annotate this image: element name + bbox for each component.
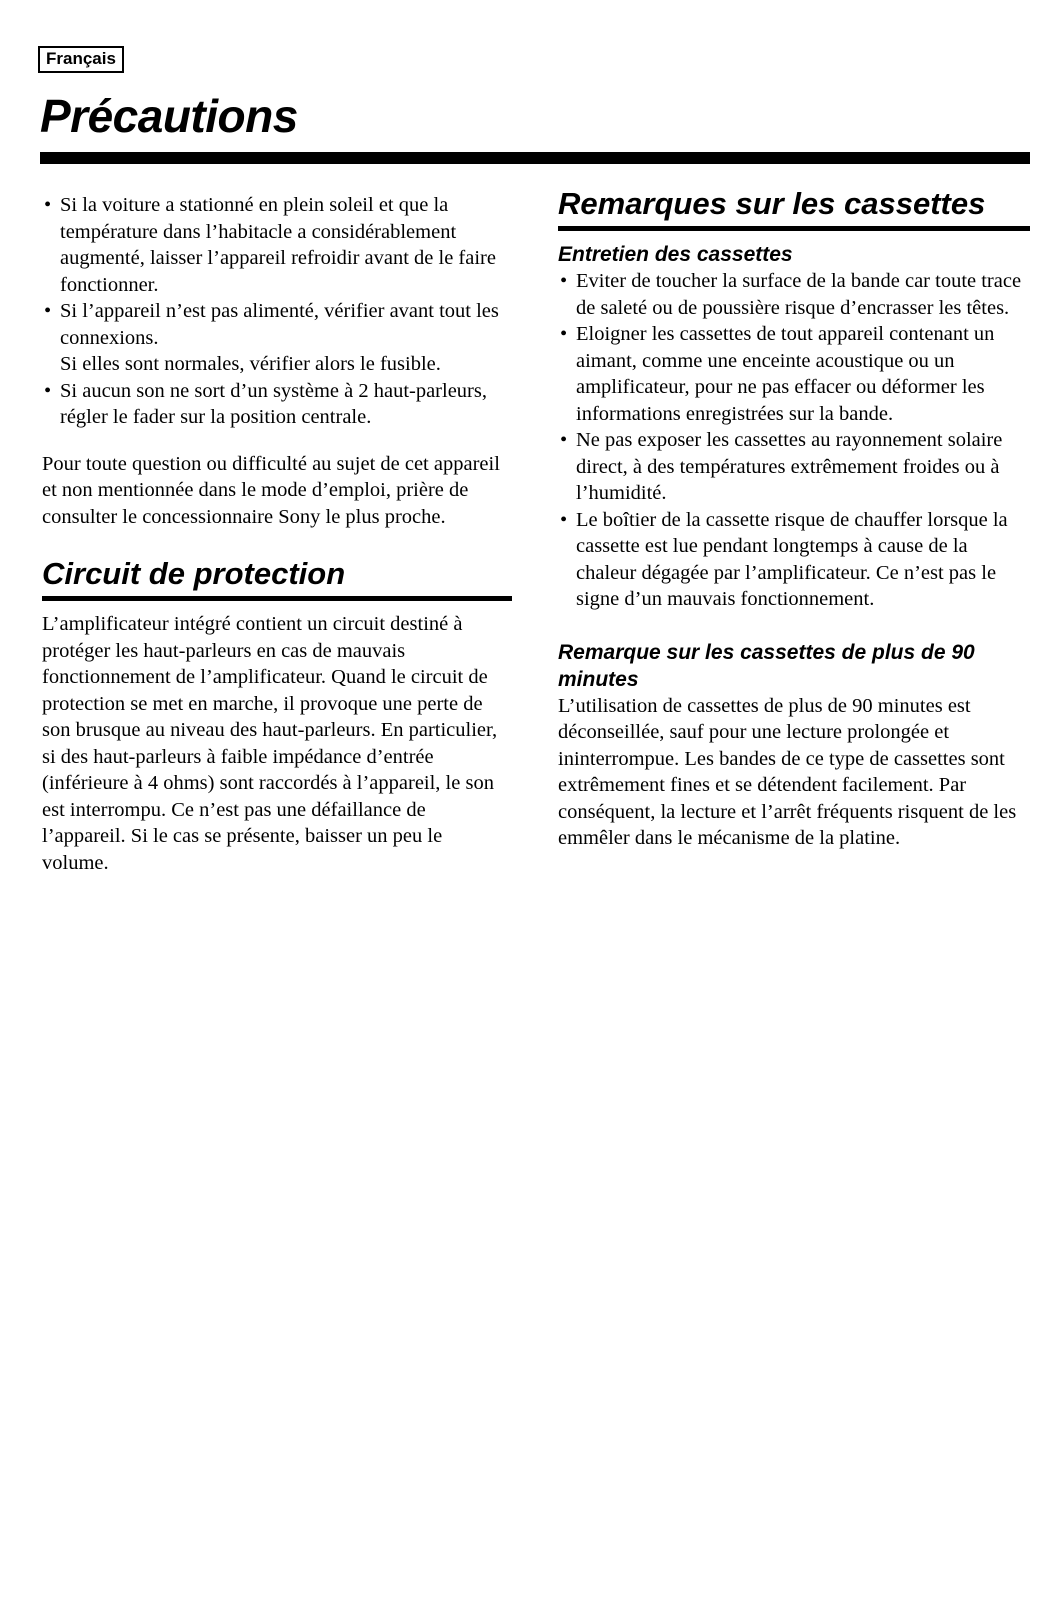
list-item: [558, 507, 1030, 613]
list-item: [558, 321, 1030, 427]
bullet-icon: •: [560, 429, 568, 451]
bullet-icon: •: [560, 508, 568, 531]
list-item: [42, 192, 512, 298]
long-tapes-paragraph: L’utilisation de cassettes de plus de 90 minutes est déconseillée, sauf pour une lecture prolongée et ininterrompue. Les bandes de ce type de cassettes sont extrêmement fines et se détendent facilement. Par conséquent, la lecture et l’arrêt fréquents risquent de les emmêler dans le mécanisme de la platine.: [558, 694, 1017, 849]
list-item: [558, 268, 1030, 321]
bullet-icon: •: [560, 323, 568, 345]
section-rule: [42, 596, 512, 601]
bullet-icon: •: [44, 300, 52, 322]
language-tab: Français: [38, 46, 124, 73]
list-item-continuation: Si elles sont normales, vérifier alors le fusible.: [60, 353, 441, 375]
subsection-title-maintenance: Entretien des cassettes: [558, 243, 793, 266]
section-rule: [558, 226, 1030, 231]
list-item-text: Si l’appareil n’est pas alimenté, vérifier avant tout les connexions.: [60, 300, 499, 349]
subsection-title-long-tapes: Remarque sur les cassettes de plus de 90 minutes: [558, 640, 975, 691]
list-item: [42, 378, 512, 431]
precautions-list-continued: [42, 378, 512, 431]
protection-paragraph: L’amplificateur intégré contient un circuit destiné à protéger les haut-parleurs en cas de mauvais fonctionnement de l’amplificateur. Quand le circuit de protection se met en marche, il provoque une perte de son brusque au niveau des haut-parleurs. En particulier, si des haut-parleurs à faible impédance d’entrée (inférieure à 4 ohms) sont raccordés à l’appareil, le son est interrompu. Ce n’est pas une défaillance de l’appareil. Si le cas se présente, baisser un peu le volume.: [42, 613, 498, 874]
right-column: [558, 186, 1030, 852]
precautions-list: [42, 192, 512, 351]
list-item: [42, 298, 512, 351]
bullet-icon: •: [44, 379, 52, 402]
section-title-cassettes: Remarques sur les cassettes: [558, 186, 986, 221]
maintenance-list: [558, 268, 1030, 613]
list-item-text: Si la voiture a stationné en plein soleil et que la température dans l’habitacle a considérablement augmenté, laisser l’appareil refroidir avant de le faire fonctionner.: [60, 194, 496, 296]
left-column: [42, 192, 512, 876]
bullet-icon: •: [44, 194, 52, 216]
list-item-text: Eloigner les cassettes de tout appareil contenant un aimant, comme une enceinte acoustique ou un amplificateur, pour ne pas effacer ou déformer les informations enregistrées sur la bande.: [576, 323, 995, 425]
list-item-text: Si aucun son ne sort d’un système à 2 haut-parleurs, régler le fader sur la position centrale.: [60, 379, 487, 428]
list-item-text: Le boîtier de la cassette risque de chauffer lorsque la cassette est lue pendant longtemps à cause de la chaleur dégagée par l’amplificateur. Ce n’est pas le signe d’un mauvais fonctionnement.: [576, 508, 1008, 610]
section-title-protection: Circuit de protection: [42, 556, 346, 591]
page-title: Précautions: [40, 90, 298, 142]
list-item-text: Eviter de toucher la surface de la bande car toute trace de saleté ou de poussière risque d’encrasser les têtes.: [576, 270, 1022, 319]
bullet-icon: •: [560, 270, 568, 292]
list-item: [558, 427, 1030, 507]
list-item-text: Ne pas exposer les cassettes au rayonnement solaire direct, à des températures extrêmement froides ou à l’humidité.: [576, 429, 1003, 504]
contact-paragraph: Pour toute question ou difficulté au sujet de cet appareil et non mentionnée dans le mode d’emploi, prière de consulter le concessionnaire Sony le plus proche.: [42, 452, 500, 528]
title-rule: [40, 152, 1030, 164]
